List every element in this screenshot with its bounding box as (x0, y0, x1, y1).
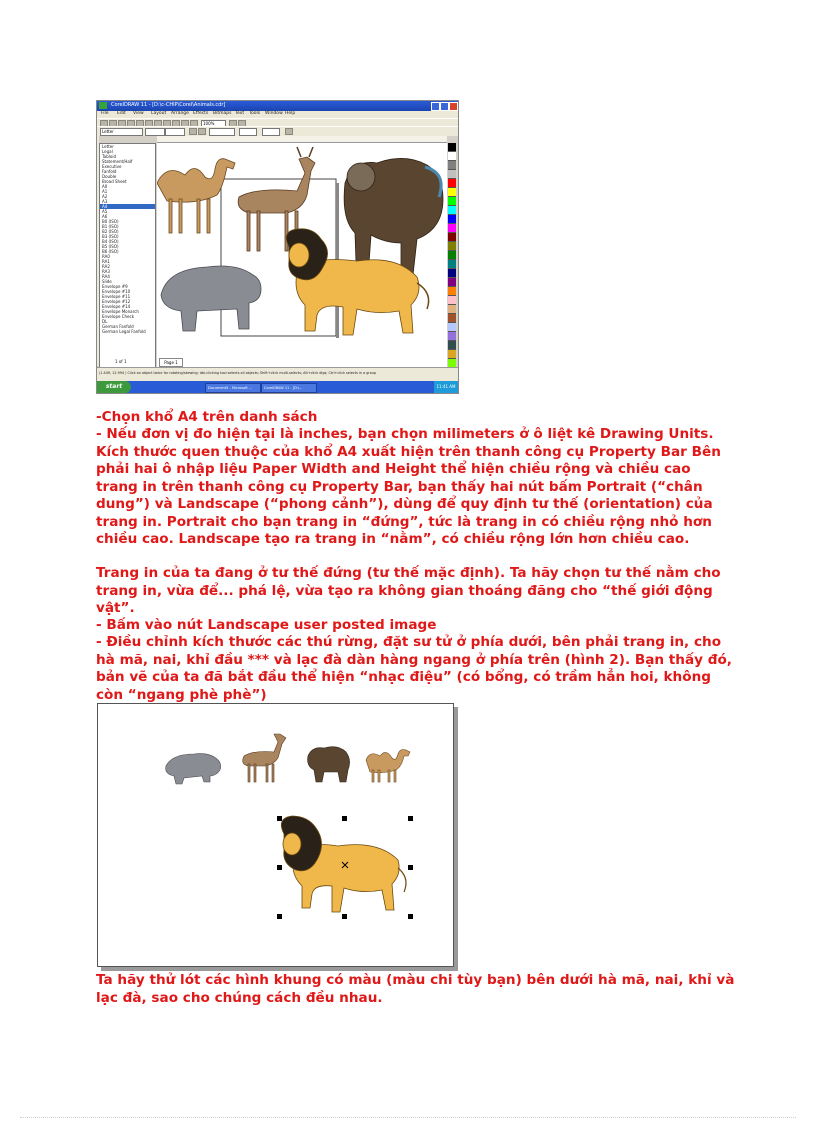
instruction-paragraph-4: - Điều chỉnh kích thước các thú rừng, đặt sư tử ở phía dưới, bên phải trang in, cho hà mã, nai, khỉ đầu *** và lạc đà dàn hàng ngang ở phía trên (hình 2). Bạn thấy đó, bản vẽ của ta đã bắt đầu thể hiện “nhạc điệu” (có bổng, có trầm hẳn hoi, không còn “ngang phè phè”) (96, 634, 732, 703)
duplicate-distance-field[interactable] (262, 128, 280, 136)
menu-tools[interactable]: Tools (249, 111, 261, 116)
palette-swatch[interactable] (448, 233, 456, 242)
paper-list-item[interactable]: Envelope Monarch (102, 309, 139, 314)
paper-list-item[interactable]: A5 (102, 209, 108, 214)
palette-swatch[interactable] (448, 287, 456, 296)
paper-list-item[interactable]: Tabloid (102, 154, 116, 159)
paper-list-item[interactable]: A0 (102, 184, 108, 189)
nudge-field[interactable] (239, 128, 257, 136)
landscape-icon[interactable] (198, 128, 206, 135)
palette-swatch[interactable] (448, 143, 456, 152)
menu-text[interactable]: Text (235, 111, 245, 116)
paper-list-item[interactable]: B0 (ISO) (102, 219, 119, 224)
palette-swatch[interactable] (448, 197, 456, 206)
small-deer (243, 734, 286, 782)
menu-arrange[interactable]: Arrange (171, 111, 189, 116)
palette-swatch[interactable] (448, 305, 456, 314)
paper-list-item[interactable]: German Fanfold (102, 324, 134, 329)
instruction-paragraph-3: - Bấm vào nút Landscape user posted image (96, 617, 437, 633)
paper-list-item[interactable]: Envelope #10 (102, 289, 131, 294)
status-text: (1.449, 12.994 ) Click an object twice for rotating/skewing; dbl-clicking tool selects all objects; Shift+click multi-selects; Alt+click digs; Ctrl+click selects in a group (99, 371, 377, 375)
status-bar (97, 359, 458, 382)
palette-swatch[interactable] (448, 152, 456, 161)
menu-file[interactable]: File (101, 111, 109, 116)
portrait-icon[interactable] (189, 128, 197, 135)
landscape-drawing (98, 704, 453, 966)
paper-list-item[interactable]: Statement/Half (102, 159, 133, 164)
paper-list-item[interactable]: RA2 (102, 264, 110, 269)
menu-edit[interactable]: Edit (117, 111, 126, 116)
instruction-line-1: -Chọn khổ A4 trên danh sách (96, 409, 318, 425)
page-count: 1 of 1 (115, 359, 127, 364)
paper-list-item[interactable]: RA3 (102, 269, 110, 274)
paper-list-item[interactable]: Fanfold (102, 169, 117, 174)
start-button[interactable]: start (97, 381, 131, 393)
paper-list-item[interactable]: Broad Sheet (102, 179, 127, 184)
paper-list-item[interactable]: B6 (ISO) (102, 249, 119, 254)
palette-swatch[interactable] (448, 188, 456, 197)
menu-window[interactable]: Window (265, 111, 283, 116)
paper-list-item[interactable]: B2 (ISO) (102, 229, 119, 234)
paper-list-item[interactable]: RA1 (102, 259, 110, 264)
palette-swatch[interactable] (448, 278, 456, 287)
maximize-button[interactable] (440, 102, 449, 111)
page-tab[interactable]: Page 1 (159, 358, 183, 367)
menu-bar (97, 111, 458, 118)
paper-list-item[interactable]: DL (102, 319, 108, 324)
coreldraw-screenshot (96, 100, 459, 394)
paper-list-item[interactable]: Letter (102, 144, 114, 149)
instruction-paragraph-1: - Nếu đơn vị đo hiện tại là inches, bạn chọn milimeters ở ô liệt kê Drawing Units. Kích thước quen thuộc của khổ A4 xuất hiện trên thanh công cụ Property Bar Bên phải hai ô nhập liệu Paper Width and Height thể hiện chiều rộng và chiều cao trang in trên thanh công cụ Property Bar, bạn thấy hai nút bấm Portrait (“chân dung”) và Landscape (“phong cảnh”), dùng để quy định tư thế (orientation) của trang in. Portrait cho bạn trang in “đứng”, tức là trang in có chiều rộng nhỏ hơn chiều cao. Landscape tạo ra trang in “nằm”, có chiều rộng lớn hơn chiều cao. (96, 426, 721, 547)
palette-swatch[interactable] (448, 242, 456, 251)
palette-swatch[interactable] (448, 161, 456, 170)
paper-list-item[interactable]: Envelope #11 (102, 294, 131, 299)
menu-bitmaps[interactable]: Bitmaps (213, 111, 232, 116)
palette-swatch[interactable] (448, 350, 456, 359)
paper-list-item[interactable]: A4 (100, 204, 155, 209)
animals-drawing (157, 143, 447, 378)
palette-swatch[interactable] (448, 341, 456, 350)
menu-view[interactable]: View (133, 111, 144, 116)
menu-help[interactable]: Help (285, 111, 296, 116)
palette-swatch[interactable] (448, 332, 456, 341)
windows-taskbar (97, 381, 458, 393)
palette-swatch[interactable] (448, 260, 456, 269)
paper-list-item[interactable]: German Legal Fanfold (102, 329, 146, 334)
paper-list-item[interactable]: B5 (ISO) (102, 244, 119, 249)
close-button[interactable] (449, 102, 458, 111)
palette-swatch[interactable] (448, 296, 456, 305)
paper-size-list[interactable] (99, 143, 156, 380)
paper-list-item[interactable]: Legal (102, 149, 113, 154)
color-palette[interactable] (448, 143, 456, 378)
taskbar-item-corel[interactable]: CorelDRAW 11 - [D:\... (261, 383, 317, 393)
paper-list-item[interactable]: A6 (102, 214, 108, 219)
paper-list-item[interactable]: Envelope #9 (102, 284, 128, 289)
paper-size-select[interactable]: Letter (100, 128, 143, 136)
paper-list-item[interactable]: A1 (102, 189, 108, 194)
drawing-units-select[interactable] (209, 128, 235, 136)
snap-grid-icon[interactable] (285, 128, 293, 135)
menu-layout[interactable]: Layout (151, 111, 167, 116)
paper-list-item[interactable]: Slide (102, 279, 112, 284)
paper-list-item[interactable]: Envelope #12 (102, 299, 131, 304)
paper-list-item[interactable]: RA4 (102, 274, 110, 279)
drawing-canvas[interactable] (157, 143, 447, 378)
palette-swatch[interactable] (448, 215, 456, 224)
paper-width-field[interactable] (145, 128, 165, 136)
minimize-button[interactable] (431, 102, 440, 111)
window-title: CorelDRAW 11 - [D:\c-CHIP\Corel\Animals.cdr] (111, 102, 226, 108)
palette-swatch[interactable] (448, 206, 456, 215)
paper-list-item[interactable]: A3 (102, 199, 108, 204)
palette-swatch[interactable] (448, 323, 456, 332)
palette-swatch[interactable] (448, 170, 456, 179)
instruction-paragraph-5: Ta hãy thử lót các hình khung có màu (màu chi tùy bạn) bên dưới hà mã, nai, khỉ và lạc đà, sao cho chúng cách đều nhau. (96, 972, 735, 1006)
taskbar-clock: 11:41 AM (434, 381, 458, 393)
horizontal-ruler (157, 136, 447, 143)
paper-list-item[interactable]: Envelope #14 (102, 304, 131, 309)
landscape-page-figure (97, 703, 454, 967)
zoom-select[interactable]: 100% (201, 120, 226, 128)
palette-swatch[interactable] (448, 269, 456, 278)
paper-list-item[interactable]: RA0 (102, 254, 110, 259)
title-bar (97, 101, 458, 111)
palette-swatch[interactable] (448, 224, 456, 233)
palette-swatch[interactable] (448, 179, 456, 188)
instruction-paragraph-2: Trang in của ta đang ở tư thế đứng (tư thế mặc định). Ta hãy chọn tư thế nằm cho trang in, vừa để... phá lệ, vừa tạo ra không gian thoáng đãng cho “thế giới động vật”. (96, 565, 721, 616)
paper-list-item[interactable]: B3 (ISO) (102, 234, 119, 239)
paper-list-item[interactable]: Envelope Check (102, 314, 135, 319)
small-baboon (308, 747, 350, 782)
app-icon (99, 102, 107, 109)
paper-list-item[interactable]: Executive (102, 164, 122, 169)
palette-swatch[interactable] (448, 314, 456, 323)
palette-swatch[interactable] (448, 251, 456, 260)
menu-effects[interactable]: Effects (193, 111, 209, 116)
paper-list-item[interactable]: A2 (102, 194, 108, 199)
small-camel (366, 750, 410, 783)
paper-list-item[interactable]: B4 (ISO) (102, 239, 119, 244)
taskbar-item-word[interactable]: Document5 - Microsoft ... (205, 383, 261, 393)
paper-list-item[interactable]: Double (102, 174, 117, 179)
hippo (161, 266, 261, 331)
paper-height-field[interactable] (165, 128, 185, 136)
property-bar (97, 126, 458, 136)
paper-list-item[interactable]: B1 (ISO) (102, 224, 119, 229)
small-hippo (166, 754, 221, 784)
camel (157, 159, 235, 233)
page-bottom-divider (20, 1117, 796, 1118)
